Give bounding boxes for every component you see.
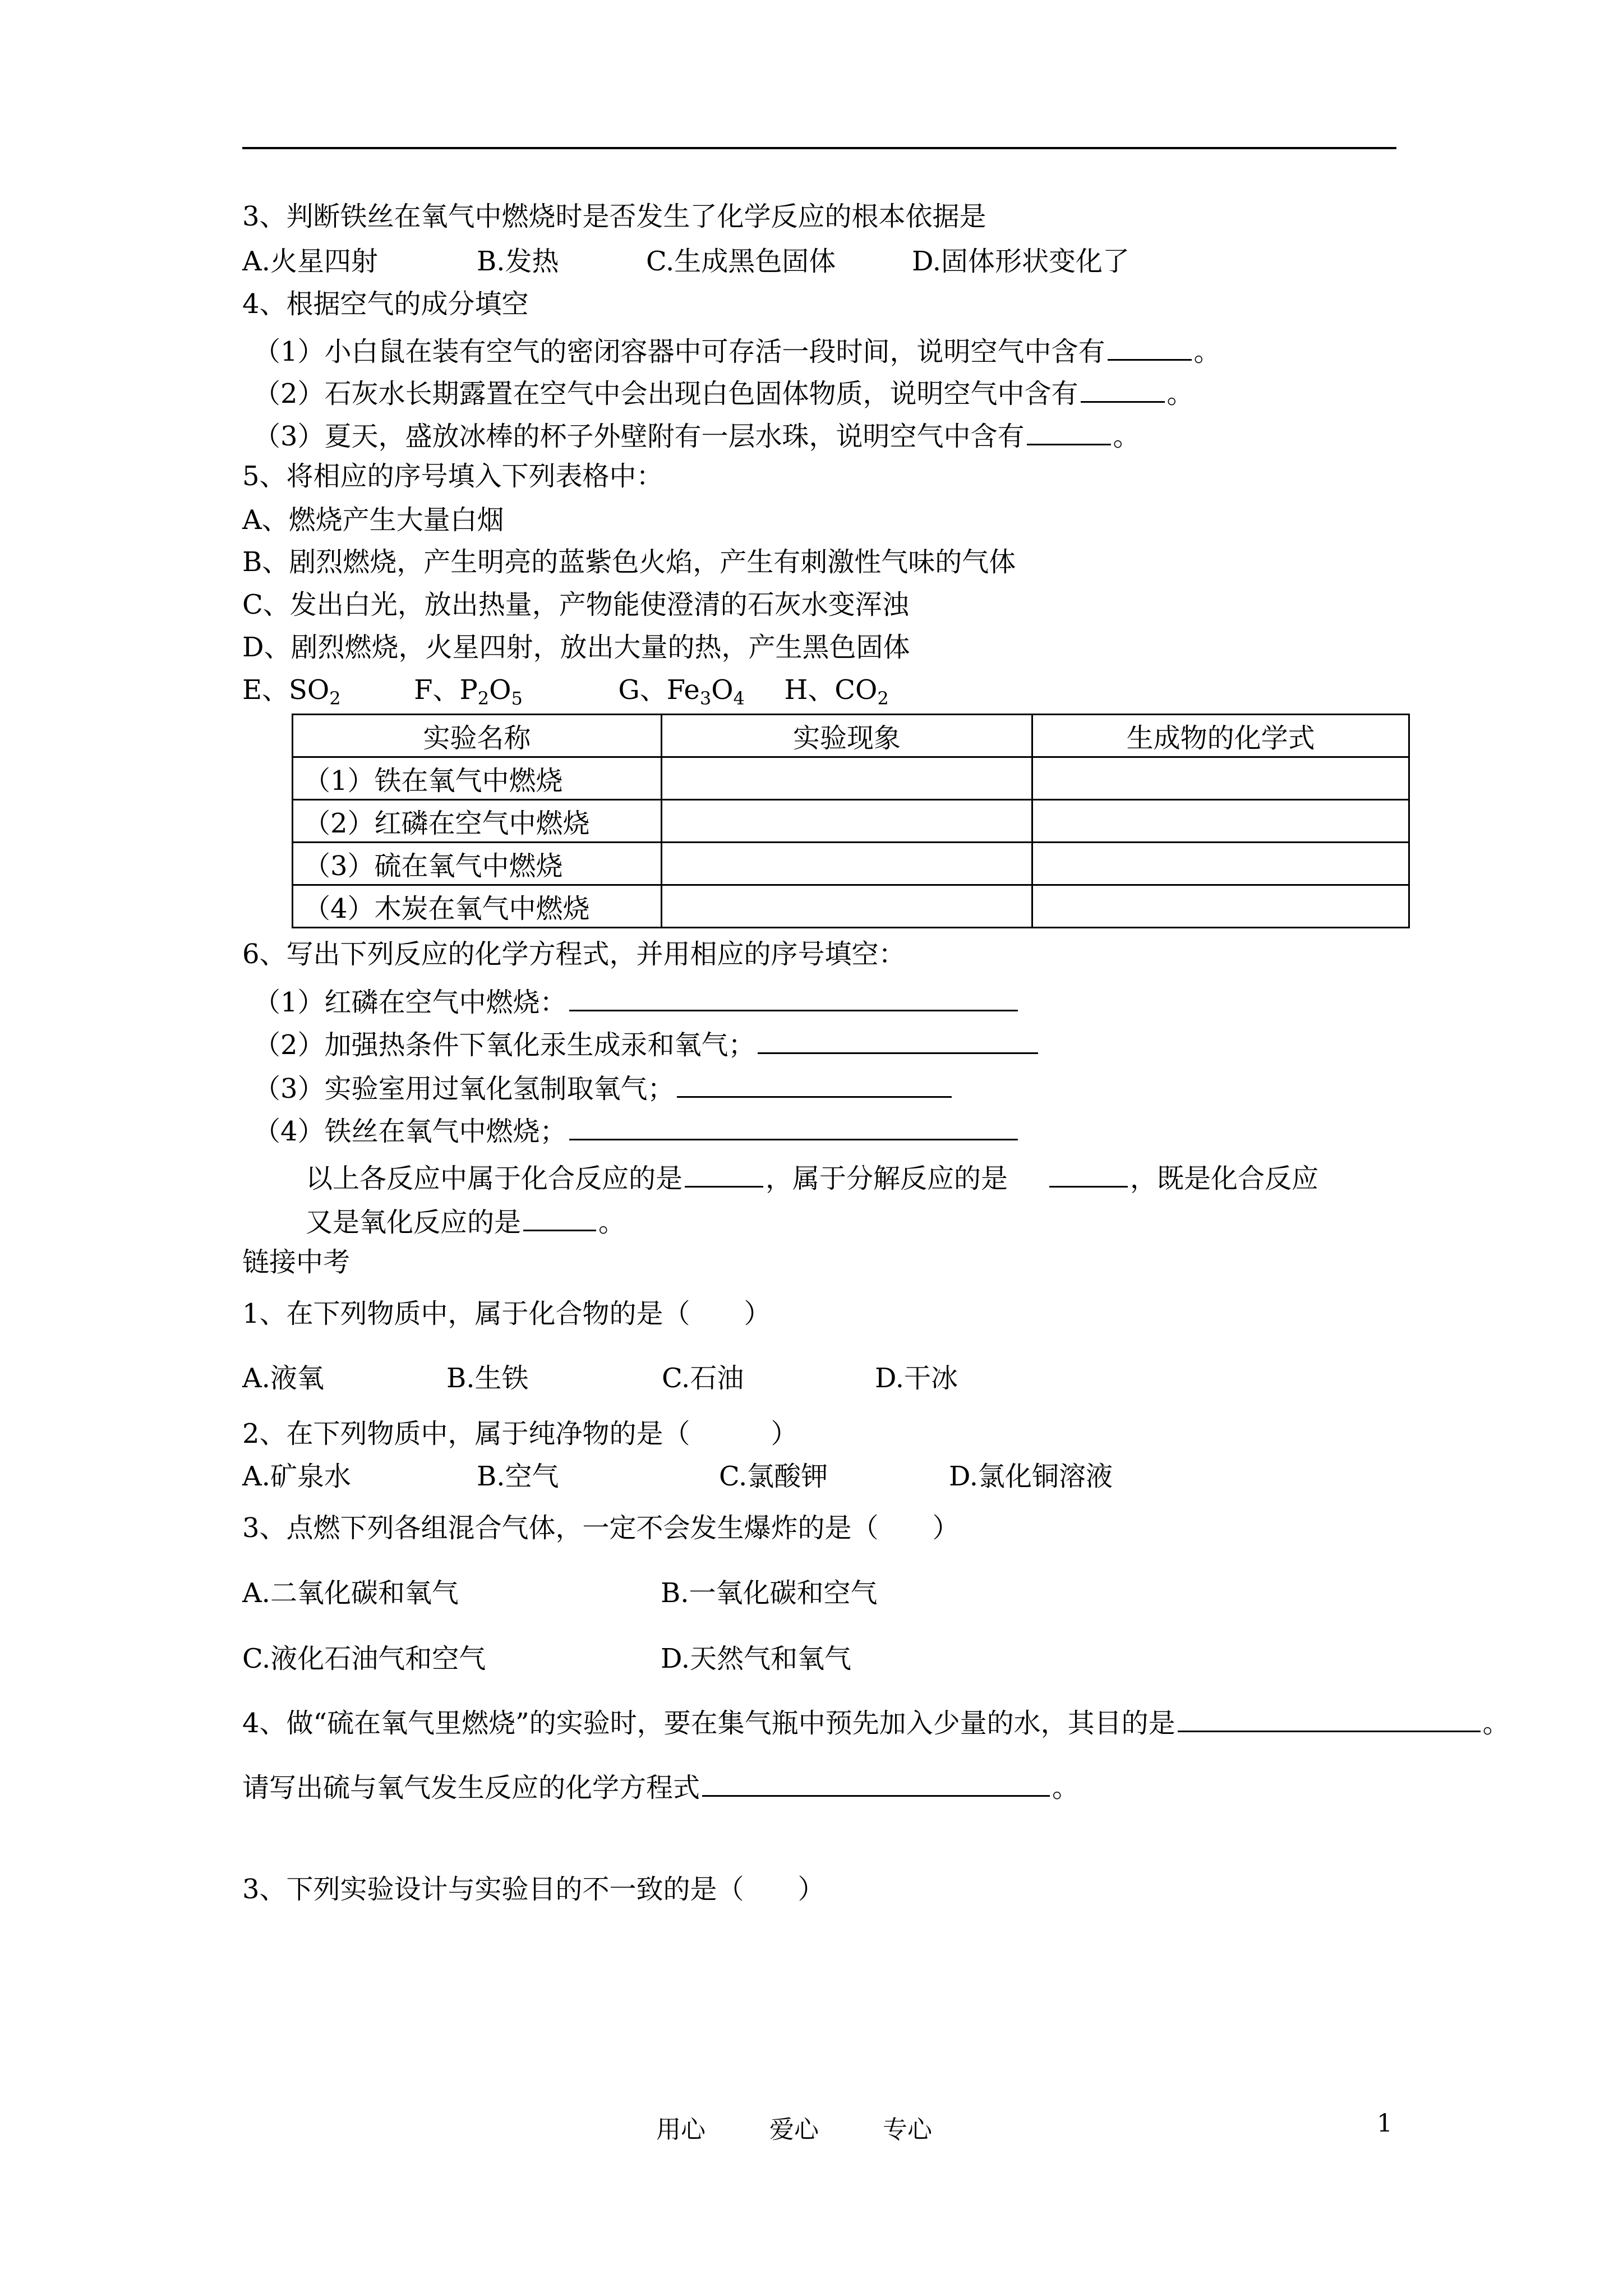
q6-summary-c: ，既是化合反应 bbox=[1130, 1163, 1319, 1194]
q3-option-b: B.发热 bbox=[477, 246, 559, 277]
table-cell-answer[interactable] bbox=[661, 800, 1032, 843]
q6-summary-a: 以上各反应中属于化合反应的是 bbox=[306, 1163, 683, 1194]
table-row bbox=[293, 800, 1409, 843]
q5-option-a: A、燃烧产生大量白烟 bbox=[242, 504, 504, 536]
mc3-option-c: C.液化石油气和空气 bbox=[242, 1643, 486, 1674]
answer-blank[interactable] bbox=[569, 982, 1018, 1011]
answer-blank[interactable] bbox=[1108, 331, 1192, 361]
q4-item-1 bbox=[253, 331, 1221, 370]
answer-blank[interactable] bbox=[523, 1202, 596, 1231]
mc4-line2-end: 。 bbox=[1052, 1772, 1080, 1803]
formula-h: H、$CO_2$ bbox=[784, 674, 889, 709]
mc2-option-b: B.空气 bbox=[477, 1461, 559, 1492]
q6-item-3-text: （3）实验室用过氧化氢制取氧气； bbox=[253, 1073, 675, 1105]
q4-item-2-end: 。 bbox=[1166, 378, 1194, 409]
mc1-option-c: C.石油 bbox=[662, 1363, 744, 1394]
mc4-stem: 4、做“硫在氧气里燃烧”的实验时，要在集气瓶中预先加入少量的水，其目的是 bbox=[242, 1708, 1175, 1739]
q4-item-1-end: 。 bbox=[1193, 336, 1221, 367]
q3-stem: 3、判断铁丝在氧气中燃烧时是否发生了化学反应的根本依据是 bbox=[242, 201, 986, 232]
q4-item-3-end: 。 bbox=[1113, 421, 1140, 452]
q6-summary-line1 bbox=[306, 1158, 1318, 1197]
mc5-stem: 3、下列实验设计与实验目的不一致的是（ ） bbox=[242, 1874, 825, 1905]
answer-blank[interactable] bbox=[569, 1111, 1018, 1140]
q4-item-2 bbox=[253, 373, 1194, 412]
formula-f: F、$P_2O_5$ bbox=[414, 674, 523, 709]
answer-blank[interactable] bbox=[1027, 416, 1111, 445]
table-row bbox=[293, 757, 1409, 800]
mc3-option-b: B.一氧化碳和空气 bbox=[661, 1577, 878, 1609]
mc4-end: 。 bbox=[1482, 1708, 1510, 1739]
answer-blank[interactable] bbox=[758, 1024, 1038, 1054]
table-cell-answer[interactable] bbox=[1032, 885, 1409, 928]
q6-summary-d: 又是氧化反应的是 bbox=[306, 1207, 522, 1238]
q5-formulas bbox=[242, 672, 889, 708]
answer-blank[interactable] bbox=[685, 1158, 763, 1188]
mc4-line2 bbox=[242, 1767, 1079, 1806]
q6-item-3 bbox=[253, 1068, 954, 1107]
answer-blank[interactable] bbox=[677, 1068, 952, 1098]
q6-item-2 bbox=[253, 1024, 1040, 1063]
mc4-line1 bbox=[242, 1703, 1510, 1741]
table-cell-answer[interactable] bbox=[661, 885, 1032, 928]
table-cell-answer[interactable] bbox=[661, 757, 1032, 800]
table-cell-answer[interactable] bbox=[1032, 757, 1409, 800]
table-cell-name: （4）木炭在氧气中燃烧 bbox=[293, 885, 662, 928]
q4-item-1-text: （1）小白鼠在装有空气的密闭容器中可存活一段时间，说明空气中含有 bbox=[253, 336, 1105, 367]
q5-option-c: C、发出白光，放出热量，产物能使澄清的石灰水变浑浊 bbox=[242, 589, 909, 620]
q6-stem: 6、写出下列反应的化学方程式，并用相应的序号填空： bbox=[242, 938, 906, 970]
header-rule bbox=[242, 147, 1396, 149]
mc2-option-c: C.氯酸钾 bbox=[719, 1461, 828, 1492]
q4-item-3-text: （3）夏天，盛放冰棒的杯子外壁附有一层水珠，说明空气中含有 bbox=[253, 421, 1025, 452]
footer-word: 用心 bbox=[656, 2115, 706, 2144]
mc3-option-d: D.天然气和氧气 bbox=[661, 1643, 852, 1674]
answer-blank[interactable] bbox=[1049, 1158, 1128, 1188]
table-header-cell: 实验名称 bbox=[293, 715, 662, 757]
q5-option-b: B、剧烈燃烧，产生明亮的蓝紫色火焰，产生有刺激性气味的气体 bbox=[242, 546, 1016, 578]
q4-item-2-text: （2）石灰水长期露置在空气中会出现白色固体物质，说明空气中含有 bbox=[253, 378, 1078, 409]
mc2-stem: 2、在下列物质中，属于纯净物的是（ ） bbox=[242, 1418, 798, 1450]
footer-word: 爱心 bbox=[769, 2115, 819, 2144]
q6-item-2-text: （2）加强热条件下氧化汞生成汞和氧气； bbox=[253, 1029, 755, 1061]
q3-option-a: A.火星四射 bbox=[242, 246, 378, 277]
table-header-row bbox=[293, 715, 1409, 757]
table-row bbox=[293, 885, 1409, 928]
table-cell-answer[interactable] bbox=[661, 843, 1032, 885]
table-row bbox=[293, 843, 1409, 885]
q3-option-d: D.固体形状变化了 bbox=[912, 246, 1130, 277]
table-cell-answer[interactable] bbox=[1032, 843, 1409, 885]
mc3-option-a: A.二氧化碳和氧气 bbox=[242, 1577, 459, 1609]
mc1-option-b: B.生铁 bbox=[446, 1363, 529, 1394]
table-cell-name: （1）铁在氧气中燃烧 bbox=[293, 757, 662, 800]
table-cell-answer[interactable] bbox=[1032, 800, 1409, 843]
q6-summary-b: ，属于分解反应的是 bbox=[766, 1163, 1008, 1194]
section-title-link: 链接中考 bbox=[242, 1246, 351, 1278]
q4-item-3 bbox=[253, 416, 1140, 454]
q3-option-c: C.生成黑色固体 bbox=[646, 246, 836, 277]
answer-blank[interactable] bbox=[1081, 373, 1165, 403]
mc2-option-d: D.氯化铜溶液 bbox=[949, 1461, 1113, 1492]
q6-item-1-text: （1）红磷在空气中燃烧： bbox=[253, 987, 567, 1018]
footer-word: 专心 bbox=[883, 2115, 932, 2144]
mc1-option-a: A.液氧 bbox=[242, 1363, 324, 1394]
page-number: 1 bbox=[1377, 2109, 1393, 2138]
answer-blank[interactable] bbox=[702, 1767, 1050, 1797]
q5-stem: 5、将相应的序号填入下列表格中： bbox=[242, 461, 663, 492]
formula-g: G、$Fe_3O_4$ bbox=[618, 674, 745, 709]
q6-summary-end: 。 bbox=[598, 1207, 626, 1238]
answer-blank[interactable] bbox=[1178, 1703, 1481, 1732]
q4-stem: 4、根据空气的成分填空 bbox=[242, 288, 529, 320]
q6-item-4-text: （4）铁丝在氧气中燃烧； bbox=[253, 1116, 567, 1147]
table-header-cell: 生成物的化学式 bbox=[1032, 715, 1409, 757]
mc1-option-d: D.干冰 bbox=[875, 1363, 958, 1394]
q5-option-d: D、剧烈燃烧，火星四射，放出大量的热，产生黑色固体 bbox=[242, 632, 910, 663]
formula-e: E、$SO_2$ bbox=[242, 674, 341, 709]
q6-item-4 bbox=[253, 1111, 1020, 1149]
table-cell-name: （3）硫在氧气中燃烧 bbox=[293, 843, 662, 885]
experiment-table bbox=[292, 714, 1410, 928]
mc2-option-a: A.矿泉水 bbox=[242, 1461, 351, 1492]
table-header-cell: 实验现象 bbox=[661, 715, 1032, 757]
q6-item-1 bbox=[253, 982, 1020, 1020]
mc3-stem: 3、点燃下列各组混合气体，一定不会发生爆炸的是（ ） bbox=[242, 1512, 960, 1544]
q6-summary-line2 bbox=[306, 1202, 625, 1240]
table-cell-name: （2）红磷在空气中燃烧 bbox=[293, 800, 662, 843]
mc1-stem: 1、在下列物质中，属于化合物的是（ ） bbox=[242, 1298, 771, 1329]
mc4-line2-text: 请写出硫与氧气发生反应的化学方程式 bbox=[242, 1772, 700, 1803]
